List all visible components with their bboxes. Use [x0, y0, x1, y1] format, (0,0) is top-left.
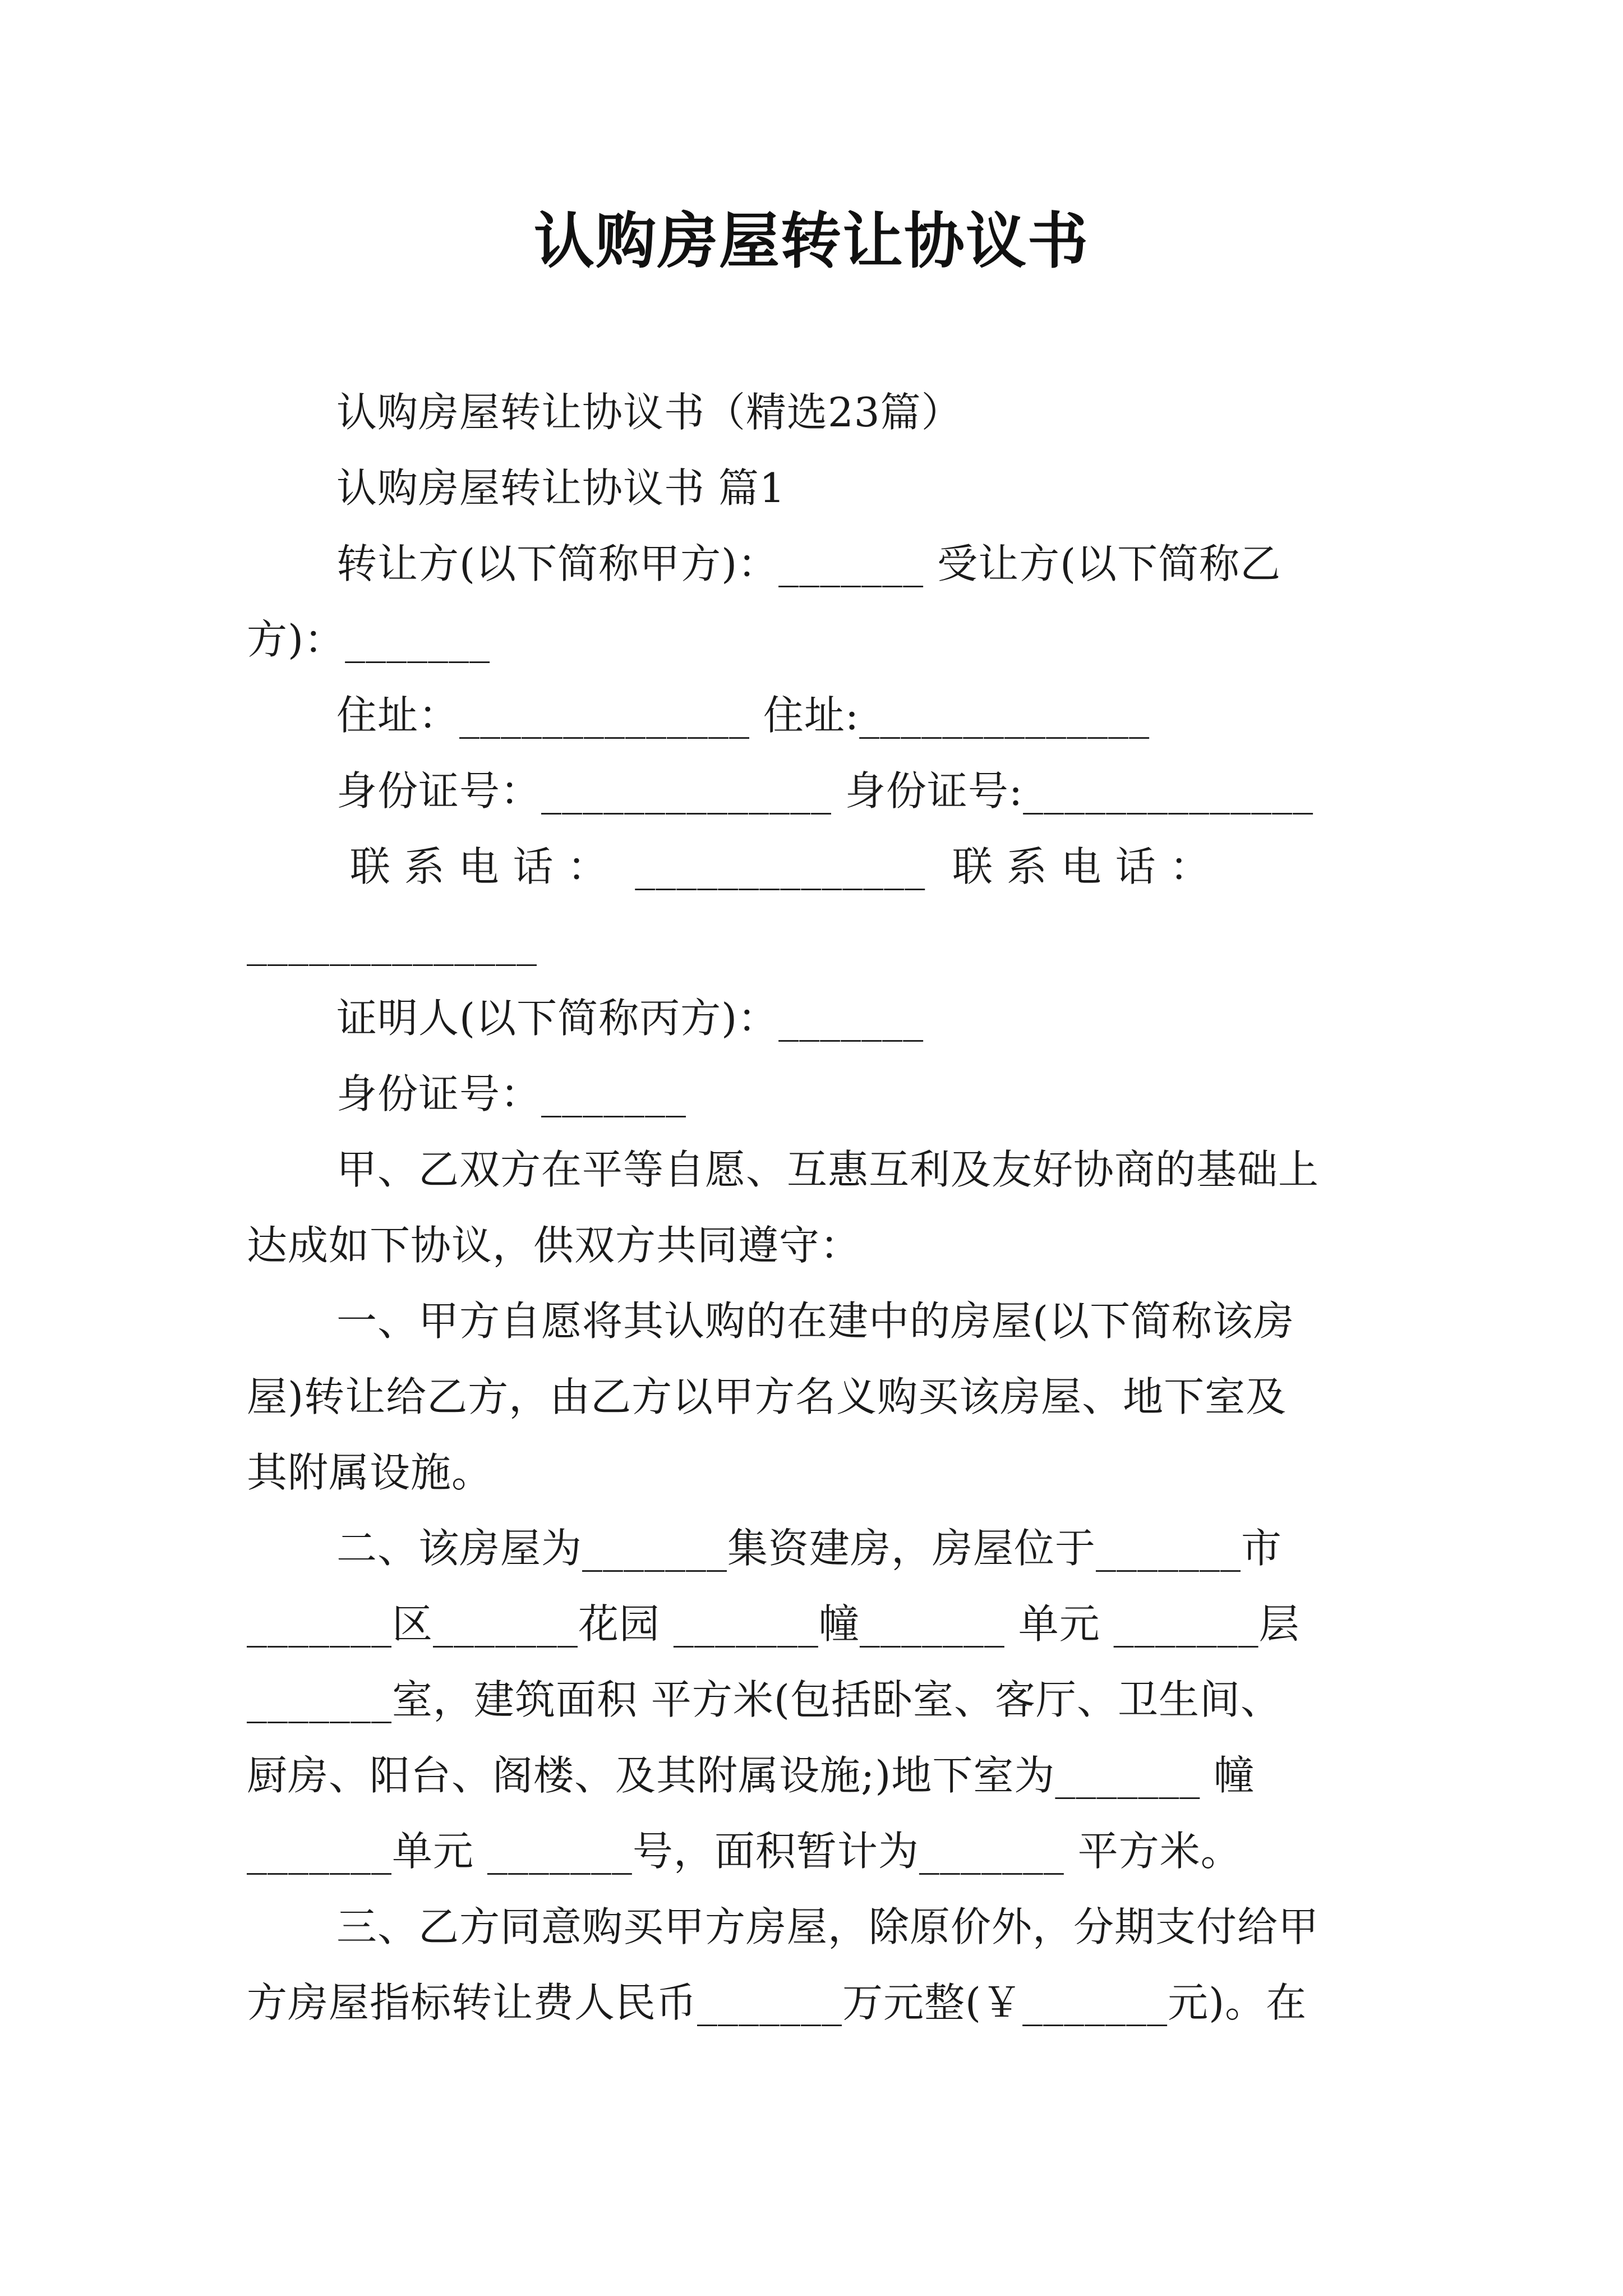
- paragraph-line: 厨房、阳台、阁楼、及其附属设施;)地下室为_______ 幢: [247, 1752, 1255, 1799]
- document-title: 认购房屋转让协议书: [533, 206, 1089, 277]
- paragraph-line: 达成如下协议，供双方共同遵守：: [247, 1222, 861, 1269]
- paragraph-line: _______室，建筑面积 平方米(包括卧室、客厅、卫生间、: [247, 1676, 1281, 1723]
- paragraph-line: 方房屋指标转让费人民币_______万元整(￥_______元)。在: [247, 1979, 1307, 2026]
- paragraph-line: 二、该房屋为_______集资建房，房屋位于_______市: [336, 1525, 1283, 1572]
- text-line: 转让方(以下简称甲方)：_______ 受让方(以下简称乙: [336, 540, 1281, 587]
- text-line: 联 系 电 话 ： ______________ 联 系 电 话 ：: [336, 843, 1211, 890]
- text-line: 证明人(以下简称丙方)：_______: [336, 995, 924, 1042]
- text-line: 方)：_______: [247, 616, 491, 663]
- paragraph-line: 其附属设施。: [247, 1449, 493, 1496]
- paragraph-line: 甲、乙双方在平等自愿、互惠互利及友好协商的基础上: [336, 1146, 1320, 1193]
- text-line: 身份证号：_______: [336, 1070, 687, 1117]
- text-line: 住址：______________ 住址:______________: [336, 692, 1150, 739]
- paragraph-line: _______区_______花园 _______幢_______ 单元 _______层: [247, 1600, 1300, 1648]
- text-line: ______________: [247, 919, 537, 966]
- paragraph-line: 三、乙方同意购买甲方房屋，除原价外，分期支付给甲: [336, 1903, 1320, 1950]
- paragraph-line: 屋)转让给乙方，由乙方以甲方名义购买该房屋、地下室及: [247, 1373, 1287, 1420]
- paragraph-line: _______单元 _______号，面积暂计为_______ 平方米。: [247, 1828, 1242, 1875]
- section-heading: 认购房屋转让协议书 篇1: [336, 464, 786, 512]
- text-line: 身份证号：______________ 身份证号:______________: [336, 767, 1314, 815]
- paragraph-line: 一、甲方自愿将其认购的在建中的房屋(以下简称该房: [336, 1297, 1295, 1345]
- subtitle-line: 认购房屋转让协议书（精选23篇）: [336, 389, 962, 436]
